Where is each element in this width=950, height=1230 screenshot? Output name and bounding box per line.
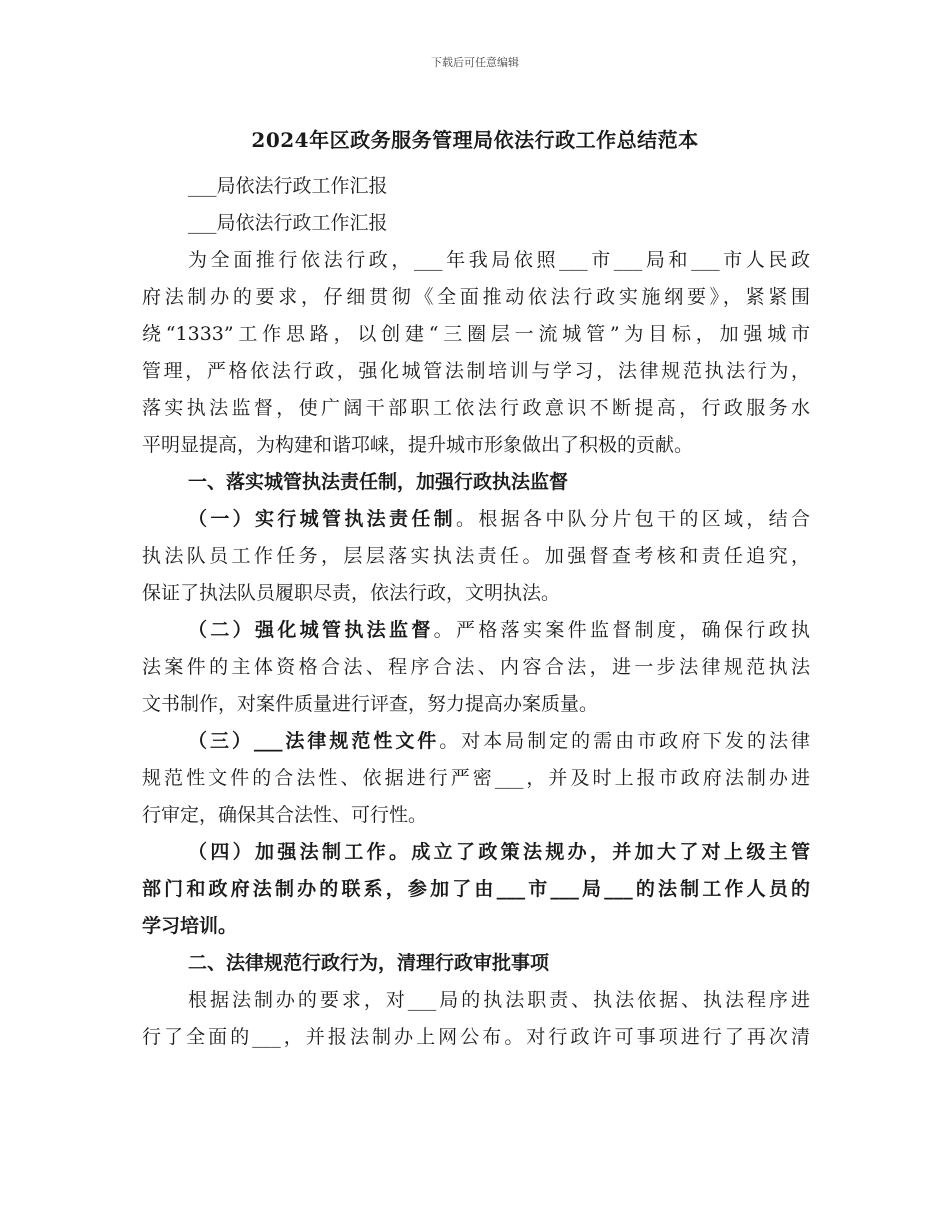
paragraph-line [142,723,810,760]
paragraph-text: 。对本局制定的需由市政府下发的法律 [439,730,810,752]
subheading-bold: （三）___法律规范性文件 [188,730,440,752]
paragraph-line: 绕“1333”工作思路，以创建“三圈层一流城管”为目标，加强城市 [142,323,810,345]
paragraph-line-bold: 部门和政府法制办的联系，参加了由___市___局___的法制工作人员的 [142,878,810,900]
subheading-bold: （二）强化城管执法监督 [188,619,434,641]
paragraph-line: ___局依法行政工作汇报 [188,212,388,234]
document-body [142,168,810,1056]
paragraph-text: 。严格落实案件监督制度，确保行政执 [433,619,810,641]
paragraph-line: 保证了执法队员履职尽责，依法行政，文明执法。 [142,582,561,604]
paragraph-line-bold: 学习培训。 [142,915,238,937]
paragraph-line: 行审定，确保其合法性、可行性。 [142,804,428,826]
document-title: 2024年区政务服务管理局依法行政工作总结范本 [251,128,699,152]
paragraph-line: 根据法制办的要求，对___局的执法职责、执法依据、执法程序进 [188,989,810,1011]
paragraph-line-bold: （四）加强法制工作。成立了政策法规办，并加大了对上级主管 [188,841,810,863]
paragraph-line: 行了全面的___，并报法制办上网公布。对行政许可事项进行了再次清 [142,1026,810,1048]
paragraph-line: 管理，严格依法行政，强化城管法制培训与学习，法律规范执法行为， [142,360,810,382]
paragraph-line: 平明显提高，为构建和谐邛崃，提升城市形象做出了积极的贡献。 [142,434,694,456]
paragraph-text: 。根据各中队分片包干的区域，结合 [456,508,810,530]
paragraph-line [142,501,810,538]
paragraph-line: 文书制作，对案件质量进行评查，努力提高办案质量。 [142,693,599,715]
paragraph-line: 规范性文件的合法性、依据进行严密___，并及时上报市政府法制办进 [142,767,810,789]
paragraph-line: 执法队员工作任务，层层落实执法责任。加强督查考核和责任追究， [142,545,810,567]
paragraph-line: 落实执法监督，使广阔干部职工依法行政意识不断提高，行政服务水 [142,397,810,419]
header-note: 下载后可任意编辑 [431,56,519,69]
section-heading: 一、落实城管执法责任制，加强行政执法监督 [188,471,569,493]
paragraph-line: 法案件的主体资格合法、程序合法、内容合法，进一步法律规范执法 [142,656,810,678]
subheading-bold: （一）实行城管执法责任制 [188,508,456,530]
paragraph-line: 为全面推行依法行政，___年我局依照___市___局和___市人民政 [188,249,810,271]
paragraph-line [142,612,810,649]
section-heading: 二、法律规范行政行为，清理行政审批事项 [188,952,550,974]
paragraph-line: 府法制办的要求，仔细贯彻《全面推动依法行政实施纲要》，紧紧围 [142,286,810,308]
paragraph-line: ___局依法行政工作汇报 [188,175,388,197]
